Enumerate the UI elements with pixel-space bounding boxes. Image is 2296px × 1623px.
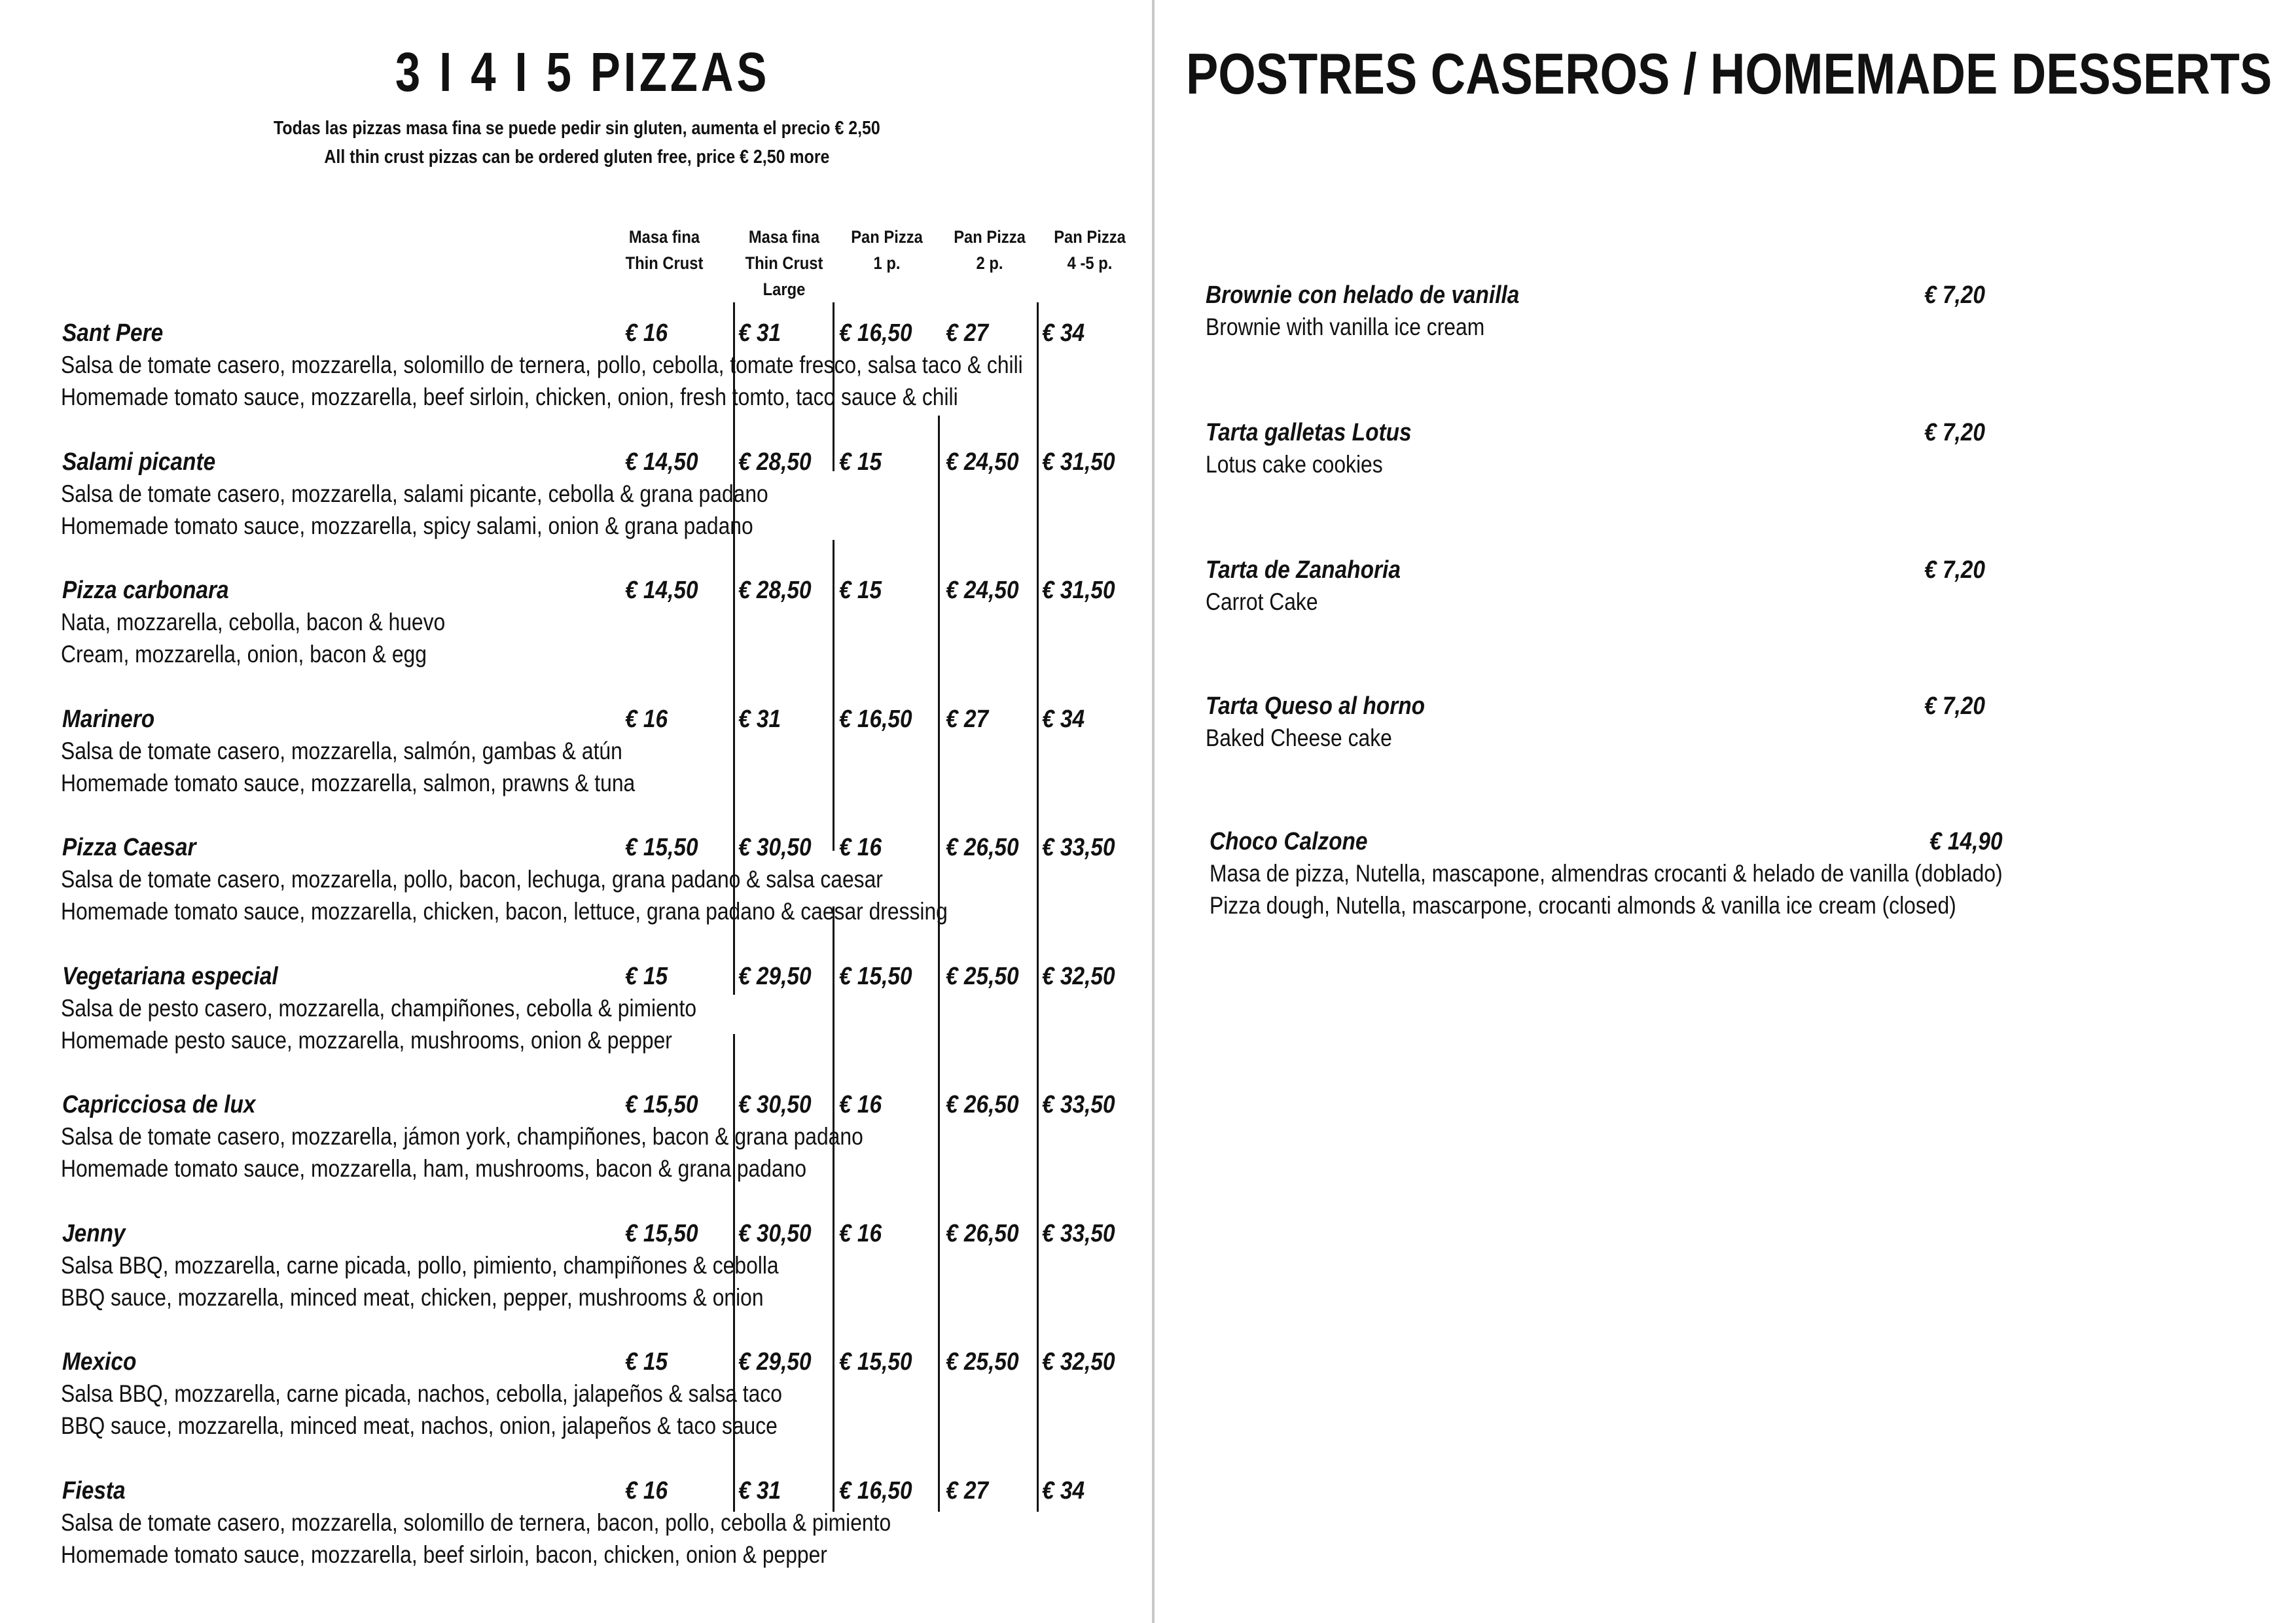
pizza-name: Vegetariana especial [62, 962, 278, 990]
dessert-name: Tarta de Zanahoria [1206, 556, 1401, 584]
column-header-5 [1032, 224, 1147, 276]
pizza-price: € 15,50 [625, 1219, 698, 1247]
pizza-price: € 31,50 [1042, 448, 1115, 476]
pizza-desc-es: Nata, mozzarella, cebolla, bacon & huevo [61, 609, 446, 635]
pizza-price: € 34 [1042, 705, 1085, 733]
pizza-price: € 16 [839, 1219, 882, 1247]
pizza-price: € 15,50 [625, 1091, 698, 1118]
dessert-price: € 7,20 [1924, 692, 1985, 720]
dessert-desc: Pizza dough, Nutella, mascarpone, crocanti almonds & vanilla ice cream (closed) [1210, 892, 1956, 919]
column-header-line: Masa fina [748, 227, 820, 247]
pizza-price: € 27 [946, 319, 989, 347]
dessert-price: € 14,90 [1929, 828, 2003, 855]
dessert-price: € 7,20 [1924, 281, 1985, 309]
pizza-price: € 30,50 [738, 1219, 812, 1247]
pizza-name: Sant Pere [62, 319, 164, 347]
pizza-price: € 25,50 [946, 962, 1019, 990]
pizza-price: € 16 [839, 834, 882, 861]
dessert-desc: Brownie with vanilla ice cream [1206, 313, 1485, 340]
pizzas-title: 3 I 4 I 5 PIZZAS [395, 41, 770, 103]
pizza-name: Pizza Caesar [62, 834, 196, 861]
column-separator [938, 416, 940, 1512]
pizza-price: € 31 [738, 1476, 781, 1505]
column-header-line: Pan Pizza [954, 227, 1026, 247]
pizza-price: € 16,50 [839, 319, 912, 347]
pizza-price: € 16 [625, 705, 668, 733]
pizza-price: € 14,50 [625, 448, 698, 476]
pizza-desc-es: Salsa de tomate casero, mozzarella, salmón, gambas & atún [61, 737, 622, 764]
pizza-desc-es: Salsa de tomate casero, mozzarella, salami picante, cebolla & grana padano [61, 480, 768, 507]
pizza-desc-en: Homemade tomato sauce, mozzarella, ham, mushrooms, bacon & grana padano [61, 1155, 807, 1182]
column-header-line: 1 p. [873, 253, 901, 273]
pizza-desc-en: Homemade tomato sauce, mozzarella, spicy salami, onion & grana padano [61, 512, 753, 539]
pizzas-title-row [288, 36, 877, 108]
dessert-desc: Lotus cake cookies [1206, 451, 1383, 478]
pizza-price: € 15 [625, 962, 668, 990]
pizza-price: € 32,50 [1042, 962, 1115, 990]
pizza-desc-es: Salsa de pesto casero, mozzarella, champiñones, cebolla & pimiento [61, 994, 697, 1022]
pizza-price: € 33,50 [1042, 834, 1115, 861]
desserts-title: POSTRES CASEROS / HOMEMADE DESSERTS [1186, 41, 2272, 106]
pizza-desc-es: Salsa de tomate casero, mozzarella, solomillo de ternera, pollo, cebolla, tomate fresco, salsa taco & chili [61, 351, 1023, 378]
pizza-name: Pizza carbonara [62, 577, 229, 604]
pizza-price: € 15 [839, 448, 882, 476]
pizza-price: € 16 [839, 1091, 882, 1118]
gluten-note-es: Todas las pizzas masa fina se puede pedir sin gluten, aumenta el precio € 2,50 [273, 118, 880, 139]
pizza-name: Jenny [62, 1219, 126, 1247]
pizza-name: Fiesta [62, 1476, 126, 1505]
pizza-name: Marinero [62, 705, 155, 733]
pizza-price: € 29,50 [738, 962, 812, 990]
pizza-price: € 26,50 [946, 1091, 1019, 1118]
pizza-price: € 33,50 [1042, 1091, 1115, 1118]
pizza-price: € 15 [839, 577, 882, 604]
dessert-name: Tarta galletas Lotus [1206, 419, 1412, 446]
pizza-desc-en: Homemade tomato sauce, mozzarella, salmon, prawns & tuna [61, 769, 636, 796]
pizza-price: € 25,50 [946, 1348, 1019, 1376]
pizza-price: € 16 [625, 1476, 668, 1505]
pizza-price: € 16,50 [839, 705, 912, 733]
column-separator [1037, 302, 1039, 1512]
pizza-desc-es: Salsa BBQ, mozzarella, carne picada, nachos, cebolla, jalapeños & salsa taco [61, 1380, 782, 1407]
pizza-price: € 30,50 [738, 834, 812, 861]
dessert-name: Brownie con helado de vanilla [1206, 281, 1520, 309]
column-header-line: 4 -5 p. [1067, 253, 1113, 273]
pizza-price: € 34 [1042, 319, 1085, 347]
pizza-price: € 33,50 [1042, 1219, 1115, 1247]
pizza-price: € 29,50 [738, 1348, 812, 1376]
column-header-line: Thin Crust [625, 253, 704, 273]
column-header-line: Pan Pizza [1054, 227, 1126, 247]
column-header-line: Pan Pizza [851, 227, 923, 247]
pizza-price: € 26,50 [946, 834, 1019, 861]
pizza-name: Capricciosa de lux [62, 1091, 256, 1118]
column-separator [833, 906, 834, 1512]
pizza-desc-en: Homemade tomato sauce, mozzarella, beef sirloin, bacon, chicken, onion & pepper [61, 1541, 827, 1568]
dessert-price: € 7,20 [1924, 556, 1985, 584]
pizza-price: € 15,50 [839, 962, 912, 990]
pizza-price: € 16,50 [839, 1476, 912, 1505]
pizza-price: € 34 [1042, 1476, 1085, 1505]
pizza-desc-en: BBQ sauce, mozzarella, minced meat, nachos, onion, jalapeños & taco sauce [61, 1412, 778, 1439]
pizza-name: Salami picante [62, 448, 216, 476]
pizza-desc-en: BBQ sauce, mozzarella, minced meat, chicken, pepper, mushrooms & onion [61, 1283, 764, 1311]
column-header-line: Large [762, 279, 806, 299]
pizza-price: € 15,50 [839, 1348, 912, 1376]
column-separator [833, 540, 834, 851]
pizza-price: € 28,50 [738, 577, 812, 604]
pizza-desc-en: Homemade tomato sauce, mozzarella, chicken, bacon, lettuce, grana padano & caesar dressing [61, 898, 948, 925]
pizza-price: € 26,50 [946, 1219, 1019, 1247]
pizza-desc-es: Salsa de tomate casero, mozzarella, solomillo de ternera, bacon, pollo, cebolla & pimiento [61, 1508, 891, 1536]
pizza-desc-es: Salsa BBQ, mozzarella, carne picada, pollo, pimiento, champiñones & cebolla [61, 1251, 779, 1279]
dessert-desc: Carrot Cake [1206, 588, 1318, 615]
pizza-desc-en: Homemade tomato sauce, mozzarella, beef sirloin, chicken, onion, fresh tomto, taco sauce & chili [61, 383, 958, 410]
page-divider [1152, 0, 1155, 1623]
column-header-1 [607, 224, 722, 276]
pizza-price: € 30,50 [738, 1091, 812, 1118]
pizza-price: € 27 [946, 705, 989, 733]
gluten-note-en: All thin crust pizzas can be ordered gluten free, price € 2,50 more [324, 147, 830, 168]
pizza-price: € 15,50 [625, 834, 698, 861]
column-header-4 [932, 224, 1047, 276]
pizza-price: € 14,50 [625, 577, 698, 604]
dessert-name: Tarta Queso al horno [1206, 692, 1426, 720]
pizza-price: € 31 [738, 319, 781, 347]
pizza-price: € 15 [625, 1348, 668, 1376]
pizza-price: € 24,50 [946, 577, 1019, 604]
dessert-name: Choco Calzone [1210, 828, 1368, 855]
pizza-price: € 28,50 [738, 448, 812, 476]
pizza-desc-en: Homemade pesto sauce, mozzarella, mushrooms, onion & pepper [61, 1026, 672, 1054]
pizza-price: € 16 [625, 319, 668, 347]
column-header-2 [726, 224, 842, 302]
column-header-line: 2 p. [976, 253, 1003, 273]
pizza-price: € 24,50 [946, 448, 1019, 476]
column-header-line: Thin Crust [745, 253, 823, 273]
column-header-3 [829, 224, 944, 276]
dessert-price: € 7,20 [1924, 419, 1985, 446]
pizza-desc-es: Salsa de tomate casero, mozzarella, jámon york, champiñones, bacon & grana padano [61, 1123, 863, 1150]
pizza-price: € 32,50 [1042, 1348, 1115, 1376]
pizza-price: € 31,50 [1042, 577, 1115, 604]
pizza-desc-en: Cream, mozzarella, onion, bacon & egg [61, 641, 427, 668]
pizza-desc-es: Salsa de tomate casero, mozzarella, pollo, bacon, lechuga, grana padano & salsa caesar [61, 866, 883, 893]
pizza-name: Mexico [62, 1348, 137, 1376]
dessert-desc: Masa de pizza, Nutella, mascapone, almendras crocanti & helado de vanilla (doblado) [1210, 860, 2003, 887]
pizza-price: € 27 [946, 1476, 989, 1505]
pizza-price: € 31 [738, 705, 781, 733]
column-header-line: Masa fina [628, 227, 700, 247]
dessert-desc: Baked Cheese cake [1206, 724, 1392, 751]
